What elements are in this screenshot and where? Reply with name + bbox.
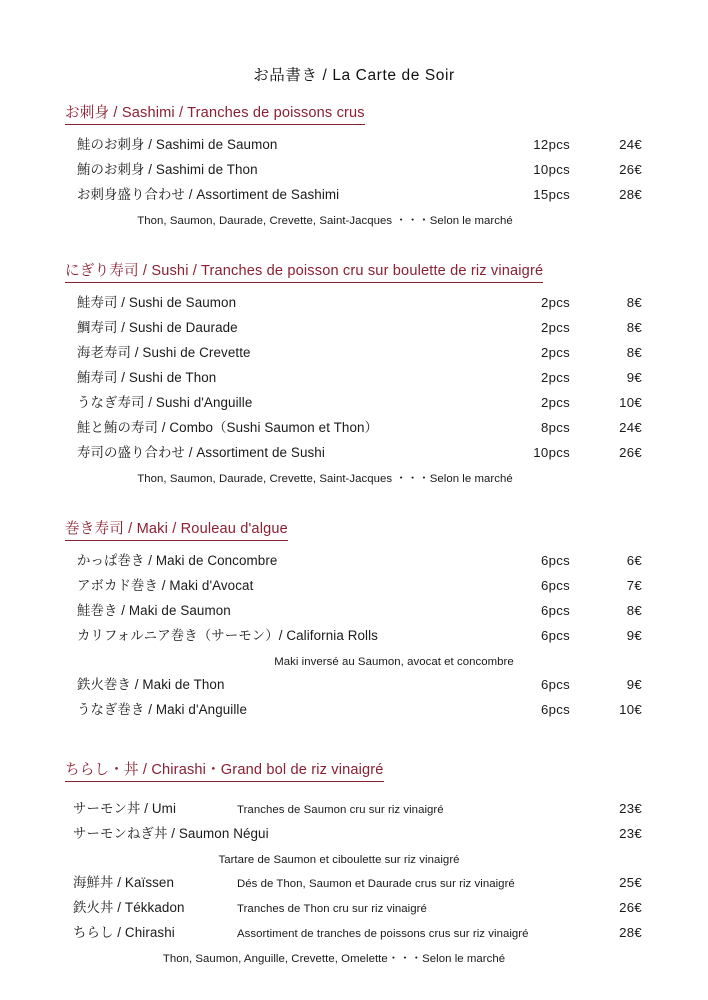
menu-item-row[interactable] [0,417,708,442]
item-pieces: 6pcs [540,578,570,593]
item-price: 9€ [626,370,642,385]
item-name: 鮭寿司 / Sushi de Saumon [77,295,237,310]
item-name: 鉄火丼 / Tékkadon [73,900,185,915]
item-inline-note: Maki inversé au Saumon, avocat et concombre [274,656,514,668]
menu-item-row[interactable] [0,317,708,342]
item-name: 鉄火巻き / Maki de Thon [77,677,225,692]
spacer [0,283,708,292]
spacer [0,85,708,101]
item-price: 28€ [619,187,642,202]
item-price: 8€ [626,295,642,310]
spacer [0,491,708,517]
item-name: 海鮮丼 / Kaïssen [73,875,175,890]
item-pieces: 6pcs [540,553,570,568]
section-maki [0,517,708,724]
item-pieces: 15pcs [533,187,570,202]
item-price: 25€ [619,875,642,890]
page-title: お品書き / La Carte de Soir [253,67,455,84]
item-name: カリフォルニア巻き（サーモン）/ California Rolls [77,628,378,643]
section-sushi [0,259,708,491]
item-pieces: 12pcs [533,137,570,152]
item-pieces: 6pcs [540,603,570,618]
item-description: Tranches de Thon cru sur riz vinaigré [237,903,427,915]
item-list-chirashi-cont [0,872,708,947]
item-name: サーモンねぎ丼 / Saumon Négui [73,826,269,841]
section-heading-maki: 巻き寿司 / Maki / Rouleau d'algue [65,517,288,541]
item-name: サーモン丼 / Umi [73,801,177,816]
item-price: 10€ [619,702,642,717]
item-name: アボカド巻き / Maki d'Avocat [77,578,254,593]
section-heading-wrap [0,517,708,541]
item-name: ちらし / Chirashi [73,925,175,940]
item-price: 6€ [626,553,642,568]
menu-item-row[interactable] [0,550,708,575]
section-heading-wrap [0,259,708,283]
menu-item-row[interactable] [0,342,708,367]
item-name: 鮭と鮪の寿司 / Combo（Sushi Saumon et Thon） [77,420,379,435]
menu-item-row[interactable] [0,442,708,467]
item-price: 26€ [619,900,642,915]
section-chirashi [0,758,708,971]
item-pieces: 2pcs [540,295,570,310]
item-pieces: 10pcs [533,162,570,177]
item-price: 8€ [626,345,642,360]
item-price: 8€ [626,320,642,335]
item-name: 鮭のお刺身 / Sashimi de Saumon [77,137,278,152]
spacer [0,125,708,134]
item-pieces: 6pcs [540,702,570,717]
menu-item-row[interactable] [0,159,708,184]
section-heading-wrap [0,758,708,782]
item-pieces: 2pcs [540,345,570,360]
item-name: 鮭巻き / Maki de Saumon [77,603,231,618]
item-list-chirashi [0,798,708,848]
item-price: 23€ [619,801,642,816]
item-name: 寿司の盛り合わせ / Assortiment de Sushi [77,445,325,460]
item-name: うなぎ巻き / Maki d'Anguille [77,702,248,717]
item-list-maki [0,550,708,650]
section-footnote: Thon, Saumon, Daurade, Crevette, Saint-Jacques ・・・Selon le marché [137,473,513,485]
item-name: うなぎ寿司 / Sushi d'Anguille [77,395,253,410]
item-description: Dés de Thon, Saumon et Daurade crus sur riz vinaigré [237,878,515,890]
item-name: お刺身盛り合わせ / Assortiment de Sashimi [77,187,340,202]
item-description: Assortiment de tranches de poissons crus sur riz vinaigré [237,928,529,940]
item-price: 24€ [619,420,642,435]
item-name: 鮪寿司 / Sushi de Thon [77,370,217,385]
menu-item-row[interactable] [0,134,708,159]
item-list-maki-cont [0,674,708,724]
menu-item-row[interactable] [0,823,708,848]
menu-item-row[interactable] [0,922,708,947]
menu-item-row[interactable] [0,674,708,699]
item-price: 23€ [619,826,642,841]
item-price: 24€ [619,137,642,152]
item-price: 8€ [626,603,642,618]
item-pieces: 2pcs [540,395,570,410]
menu-item-row[interactable] [0,625,708,650]
item-inline-note: Tartare de Saumon et ciboulette sur riz vinaigré [218,854,460,866]
item-price: 28€ [619,925,642,940]
menu-item-row[interactable] [0,872,708,897]
menu-item-row[interactable] [0,392,708,417]
menu-item-row[interactable] [0,184,708,209]
section-heading-sushi: にぎり寿司 / Sushi / Tranches de poisson cru sur boulette de riz vinaigré [65,259,543,283]
item-price: 9€ [626,628,642,643]
menu-item-row[interactable] [0,367,708,392]
item-price: 7€ [626,578,642,593]
item-list-sushi [0,292,708,467]
spacer [0,724,708,758]
item-price: 10€ [619,395,642,410]
item-pieces: 8pcs [540,420,570,435]
menu-item-row[interactable] [0,699,708,724]
section-footnote: Thon, Saumon, Anguille, Crevette, Omelette・・・Selon le marché [162,953,506,965]
item-price: 26€ [619,445,642,460]
menu-item-row[interactable] [0,292,708,317]
item-pieces: 6pcs [540,628,570,643]
menu-item-row[interactable] [0,600,708,625]
item-pieces: 10pcs [533,445,570,460]
section-heading-chirashi: ちらし・丼 / Chirashi・Grand bol de riz vinaigré [65,758,384,782]
item-name: 鮪のお刺身 / Sashimi de Thon [77,162,258,177]
menu-item-row[interactable] [0,575,708,600]
section-heading-wrap [0,101,708,125]
spacer [0,233,708,259]
section-heading-sashimi: お刺身 / Sashimi / Tranches de poissons crus [65,101,365,125]
menu-item-row[interactable] [0,897,708,922]
menu-item-row[interactable] [0,798,708,823]
item-name: 鯛寿司 / Sushi de Daurade [77,320,238,335]
section-footnote: Thon, Saumon, Daurade, Crevette, Saint-Jacques ・・・Selon le marché [137,215,513,227]
item-pieces: 6pcs [540,677,570,692]
section-sashimi [0,101,708,233]
item-price: 26€ [619,162,642,177]
item-list-sashimi [0,134,708,209]
item-description: Tranches de Saumon cru sur riz vinaigré [237,804,444,816]
spacer [0,782,708,798]
item-pieces: 2pcs [540,370,570,385]
spacer [0,541,708,550]
item-name: かっぱ巻き / Maki de Concombre [77,553,278,568]
item-price: 9€ [626,677,642,692]
item-name: 海老寿司 / Sushi de Crevette [77,345,251,360]
item-pieces: 2pcs [540,320,570,335]
